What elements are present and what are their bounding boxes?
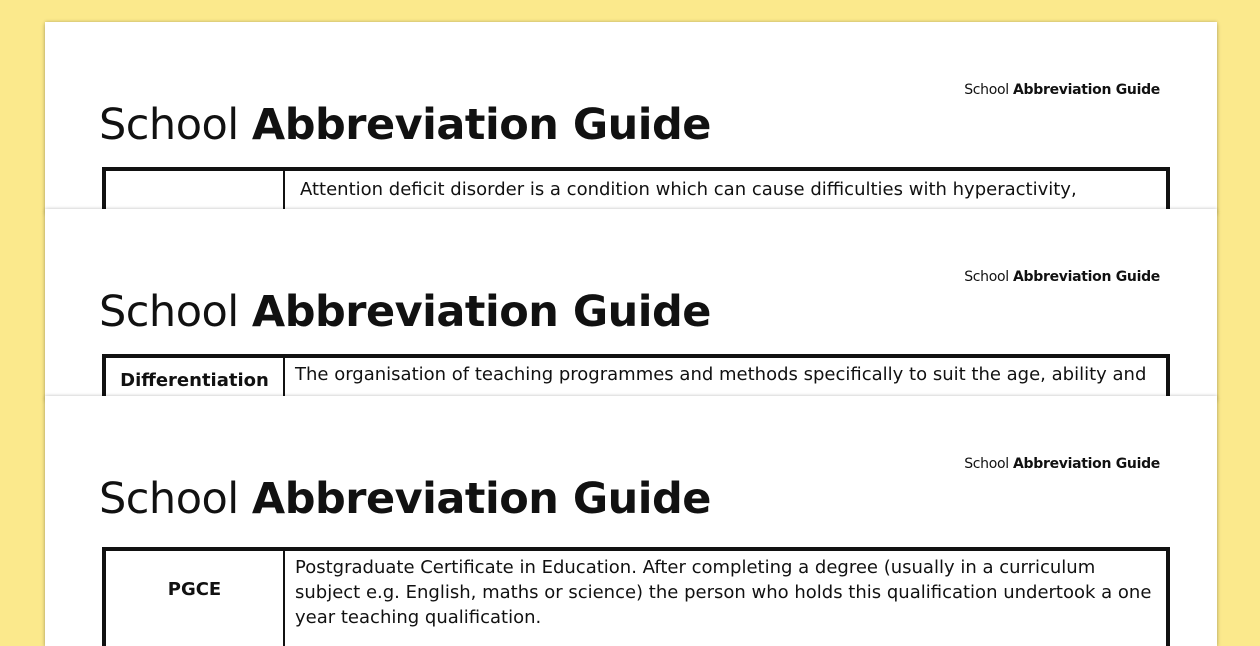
abbreviation-table <box>102 354 1170 399</box>
page-title: School Abbreviation Guide <box>99 474 711 524</box>
header-small-title: School Abbreviation Guide <box>964 269 1160 285</box>
term-cell: Differentiation <box>106 358 285 399</box>
abbreviation-table <box>102 167 1170 212</box>
guide-sheet-3 <box>45 396 1217 646</box>
definition-cell: Attention deficit disorder is a condition which can cause difficulties with hyperactivity, <box>300 179 1077 200</box>
guide-sheet-1 <box>45 22 1217 212</box>
header-small-title: School Abbreviation Guide <box>964 456 1160 472</box>
term-cell <box>106 171 285 212</box>
guide-sheet-2 <box>45 209 1217 399</box>
abbreviation-table <box>102 547 1170 646</box>
page-title: School Abbreviation Guide <box>99 287 711 337</box>
definition-cell: The organisation of teaching programmes and methods specifically to suit the age, ability and <box>295 364 1147 385</box>
header-small-title: School Abbreviation Guide <box>964 82 1160 98</box>
definition-cell: Postgraduate Certificate in Education. After completing a degree (usually in a curriculum subject e.g. English, maths or science) the person who holds this qualification undertook a one year teaching qualification. <box>295 557 1152 628</box>
term-cell: PGCE <box>106 551 285 646</box>
page-title: School Abbreviation Guide <box>99 100 711 150</box>
